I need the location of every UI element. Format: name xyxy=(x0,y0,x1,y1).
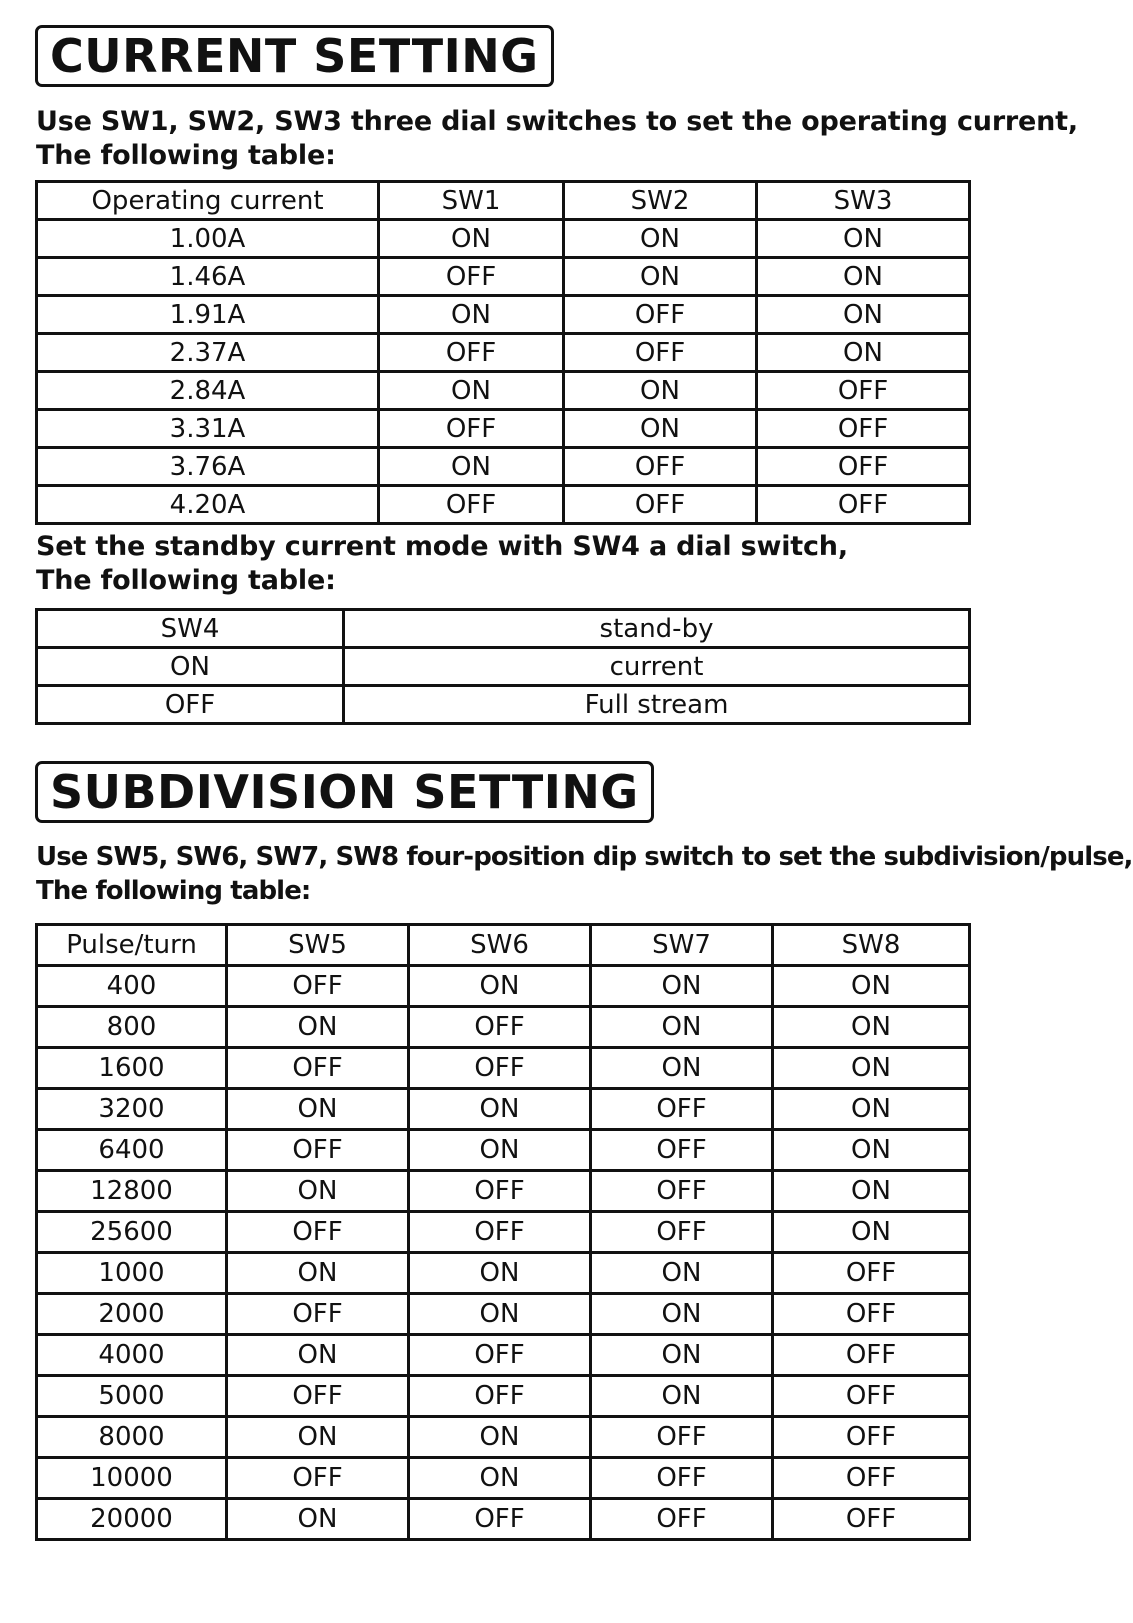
table-cell: ON xyxy=(564,258,757,296)
table-header-row xyxy=(37,610,970,648)
table-cell: 800 xyxy=(37,1007,227,1048)
table-header-cell: SW6 xyxy=(409,925,591,966)
table-cell: 10000 xyxy=(37,1458,227,1499)
table-cell: 3200 xyxy=(37,1089,227,1130)
table-row xyxy=(37,486,970,524)
table-cell: ON xyxy=(591,1294,773,1335)
table-cell: ON xyxy=(379,220,564,258)
intro-line: Use SW5, SW6, SW7, SW8 four-position dip switch to set the subdivision/pulse, xyxy=(36,842,1133,872)
table-row xyxy=(37,258,970,296)
table-cell: 5000 xyxy=(37,1376,227,1417)
intro-line: Use SW1, SW2, SW3 three dial switches to set the operating current, xyxy=(36,106,1078,137)
table-cell: 25600 xyxy=(37,1212,227,1253)
table-cell: OFF xyxy=(409,1048,591,1089)
table-cell: ON xyxy=(773,1089,970,1130)
table-cell: OFF xyxy=(591,1171,773,1212)
current-table xyxy=(35,180,971,525)
table-cell: OFF xyxy=(409,1171,591,1212)
intro-line: Set the standby current mode with SW4 a dial switch, xyxy=(36,531,848,562)
table-cell: ON xyxy=(227,1171,409,1212)
table-cell: 3.31A xyxy=(37,410,379,448)
table-cell: OFF xyxy=(37,686,344,724)
table-cell: OFF xyxy=(757,372,970,410)
table-cell: ON xyxy=(591,1253,773,1294)
table-cell: OFF xyxy=(773,1499,970,1540)
table-cell: OFF xyxy=(409,1212,591,1253)
table-cell: ON xyxy=(227,1417,409,1458)
table-cell: ON xyxy=(409,1253,591,1294)
table-row xyxy=(37,1089,970,1130)
table-cell: 4000 xyxy=(37,1335,227,1376)
subdivision-setting-title: SUBDIVISION SETTING xyxy=(35,761,654,823)
table-cell: 2.37A xyxy=(37,334,379,372)
standby-intro xyxy=(36,530,990,598)
table-cell: ON xyxy=(773,966,970,1007)
table-row xyxy=(37,1335,970,1376)
table-cell: 400 xyxy=(37,966,227,1007)
table-cell: OFF xyxy=(591,1130,773,1171)
table-cell: OFF xyxy=(409,1376,591,1417)
table-row xyxy=(37,648,970,686)
table-cell: OFF xyxy=(409,1499,591,1540)
table-cell: OFF xyxy=(591,1417,773,1458)
table-cell: OFF xyxy=(773,1417,970,1458)
table-cell: ON xyxy=(409,1089,591,1130)
table-cell: OFF xyxy=(757,410,970,448)
table-cell: OFF xyxy=(564,448,757,486)
table-cell: OFF xyxy=(227,1294,409,1335)
table-row xyxy=(37,1417,970,1458)
table-cell: ON xyxy=(773,1212,970,1253)
table-header-cell: SW7 xyxy=(591,925,773,966)
subdivision-table xyxy=(35,923,971,1541)
table-cell: OFF xyxy=(379,258,564,296)
table-header-cell: SW1 xyxy=(379,182,564,220)
table-row xyxy=(37,1458,970,1499)
table-header-cell: SW2 xyxy=(564,182,757,220)
table-header-cell: SW4 xyxy=(37,610,344,648)
table-row xyxy=(37,1499,970,1540)
table-cell: ON xyxy=(409,1130,591,1171)
table-header-cell: SW3 xyxy=(757,182,970,220)
standby-table xyxy=(35,608,971,725)
table-header-row xyxy=(37,182,970,220)
table-cell: ON xyxy=(591,1048,773,1089)
table-row xyxy=(37,410,970,448)
table-cell: 3.76A xyxy=(37,448,379,486)
table-cell: OFF xyxy=(773,1253,970,1294)
table-cell: ON xyxy=(757,296,970,334)
table-row xyxy=(37,1376,970,1417)
table-cell: OFF xyxy=(564,486,757,524)
table-cell: 8000 xyxy=(37,1417,227,1458)
table-row xyxy=(37,1007,970,1048)
table-cell: 1.46A xyxy=(37,258,379,296)
table-cell: 1.91A xyxy=(37,296,379,334)
table-header-cell: stand-by xyxy=(344,610,970,648)
table-cell: ON xyxy=(591,1335,773,1376)
table-cell: ON xyxy=(409,1417,591,1458)
table-cell: ON xyxy=(591,1007,773,1048)
table-cell: ON xyxy=(379,372,564,410)
table-cell: OFF xyxy=(591,1212,773,1253)
table-cell: OFF xyxy=(591,1499,773,1540)
table-cell: 2000 xyxy=(37,1294,227,1335)
table-row xyxy=(37,686,970,724)
table-row xyxy=(37,1130,970,1171)
table-row xyxy=(37,1294,970,1335)
table-row xyxy=(37,448,970,486)
current-setting-title: CURRENT SETTING xyxy=(35,25,554,87)
table-cell: OFF xyxy=(227,966,409,1007)
intro-line: The following table: xyxy=(36,140,336,171)
table-cell: 1000 xyxy=(37,1253,227,1294)
table-header-cell: Pulse/turn xyxy=(37,925,227,966)
table-row xyxy=(37,966,970,1007)
table-cell: OFF xyxy=(773,1335,970,1376)
table-cell: ON xyxy=(564,410,757,448)
table-cell: ON xyxy=(591,966,773,1007)
table-cell: OFF xyxy=(379,410,564,448)
table-cell: OFF xyxy=(773,1376,970,1417)
table-row xyxy=(37,220,970,258)
table-cell: ON xyxy=(227,1335,409,1376)
table-cell: ON xyxy=(409,966,591,1007)
table-cell: ON xyxy=(773,1130,970,1171)
table-cell: ON xyxy=(379,448,564,486)
table-cell: 20000 xyxy=(37,1499,227,1540)
table-cell: OFF xyxy=(227,1458,409,1499)
table-cell: OFF xyxy=(227,1212,409,1253)
table-cell: OFF xyxy=(379,486,564,524)
table-cell: ON xyxy=(757,220,970,258)
table-cell: 6400 xyxy=(37,1130,227,1171)
table-cell: OFF xyxy=(757,448,970,486)
table-cell: OFF xyxy=(591,1458,773,1499)
table-cell: ON xyxy=(757,258,970,296)
table-cell: ON xyxy=(227,1499,409,1540)
table-header-cell: SW8 xyxy=(773,925,970,966)
intro-line: The following table: xyxy=(36,565,336,596)
intro-line: The following table: xyxy=(36,876,311,906)
table-cell: ON xyxy=(409,1458,591,1499)
table-header-cell: SW5 xyxy=(227,925,409,966)
table-header-row xyxy=(37,925,970,966)
subdivision-intro xyxy=(36,840,1133,908)
table-cell: OFF xyxy=(757,486,970,524)
table-cell: ON xyxy=(227,1089,409,1130)
table-cell: ON xyxy=(564,372,757,410)
table-cell: OFF xyxy=(409,1335,591,1376)
table-cell: ON xyxy=(773,1048,970,1089)
table-row xyxy=(37,1048,970,1089)
table-cell: ON xyxy=(409,1294,591,1335)
table-cell: ON xyxy=(773,1007,970,1048)
table-cell: OFF xyxy=(409,1007,591,1048)
table-cell: 4.20A xyxy=(37,486,379,524)
table-cell: OFF xyxy=(379,334,564,372)
table-cell: ON xyxy=(773,1171,970,1212)
table-cell: 1600 xyxy=(37,1048,227,1089)
table-cell: ON xyxy=(227,1253,409,1294)
table-cell: OFF xyxy=(227,1376,409,1417)
table-cell: ON xyxy=(564,220,757,258)
table-cell: 2.84A xyxy=(37,372,379,410)
table-cell: OFF xyxy=(564,296,757,334)
table-cell: ON xyxy=(757,334,970,372)
table-cell: 12800 xyxy=(37,1171,227,1212)
table-cell: ON xyxy=(379,296,564,334)
table-cell: Full stream xyxy=(344,686,970,724)
table-row xyxy=(37,296,970,334)
current-setting-intro xyxy=(36,105,1078,173)
table-cell: OFF xyxy=(773,1458,970,1499)
table-row xyxy=(37,1212,970,1253)
table-cell: current xyxy=(344,648,970,686)
table-row xyxy=(37,372,970,410)
table-row xyxy=(37,1253,970,1294)
table-row xyxy=(37,334,970,372)
table-row xyxy=(37,1171,970,1212)
table-cell: ON xyxy=(591,1376,773,1417)
table-header-cell: Operating current xyxy=(37,182,379,220)
table-cell: OFF xyxy=(227,1048,409,1089)
table-cell: ON xyxy=(227,1007,409,1048)
table-cell: ON xyxy=(37,648,344,686)
table-cell: OFF xyxy=(227,1130,409,1171)
table-cell: 1.00A xyxy=(37,220,379,258)
table-cell: OFF xyxy=(564,334,757,372)
table-cell: OFF xyxy=(591,1089,773,1130)
table-cell: OFF xyxy=(773,1294,970,1335)
